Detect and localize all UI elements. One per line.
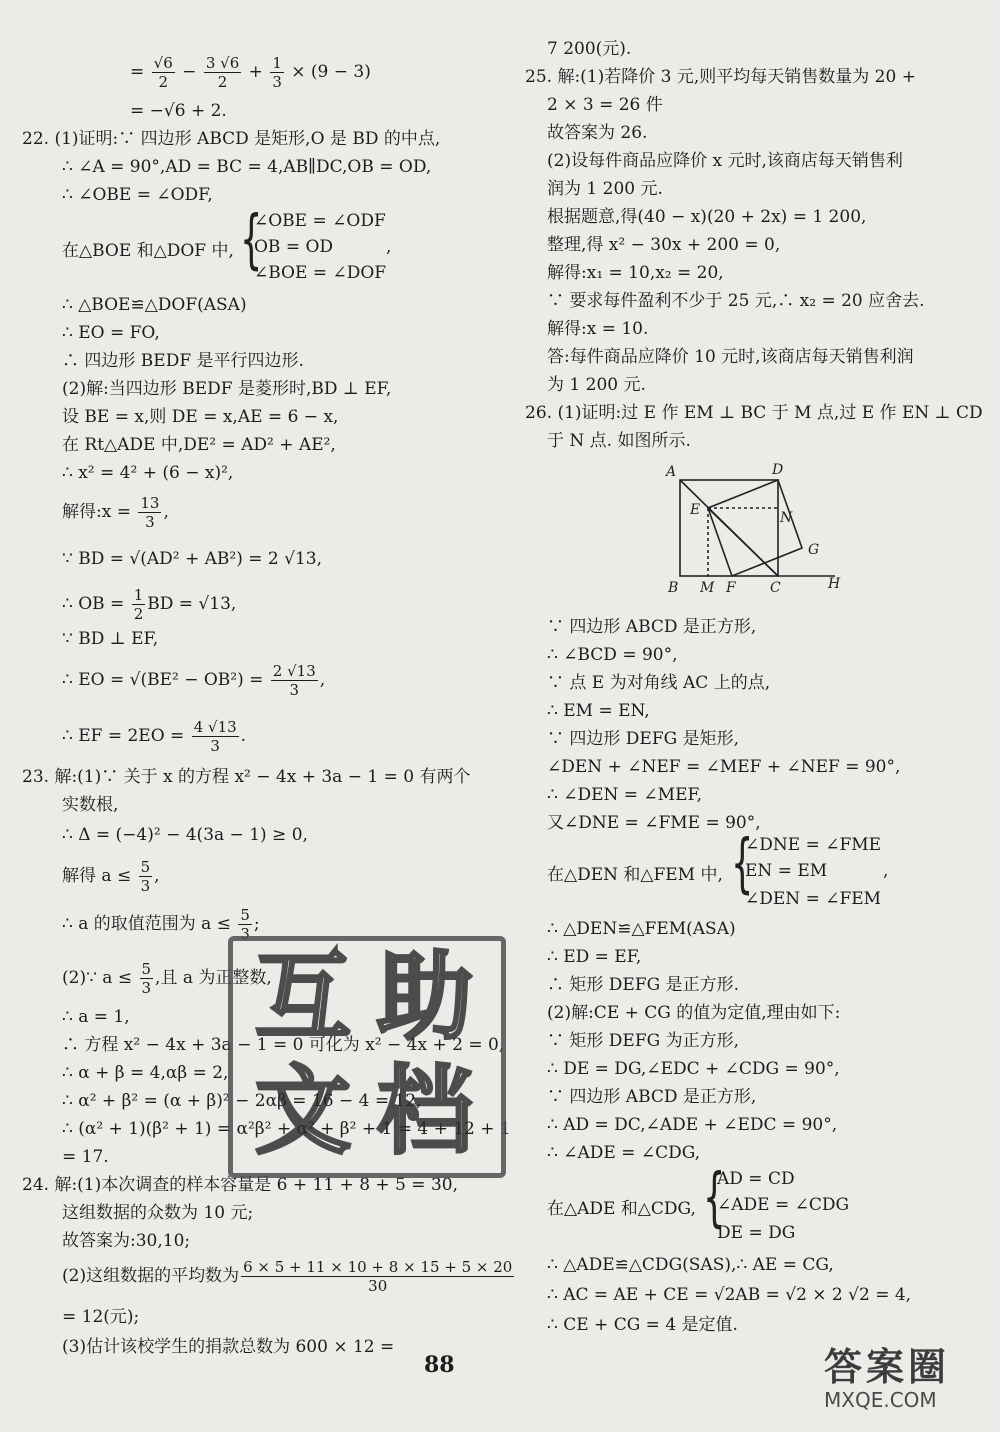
text-line: ∴ x² = 4² + (6 − x)², [62,463,234,483]
brace-icon: { [731,827,754,901]
eq-line-2: = −√6 + 2. [130,101,227,121]
text-line: ∴ ED = EF, [547,947,642,967]
label-m: M [700,580,715,596]
text-line: 于 N 点. 如图所示. [547,431,691,451]
text-line: ∠DEN + ∠NEF = ∠MEF + ∠NEF = 90°, [547,757,901,777]
text-line: 故答案为 26. [547,123,648,143]
text-line: ∵ 四边形 ABCD 是正方形, [547,617,757,637]
text-line: 设 BE = x,则 DE = x,AE = 6 − x, [62,407,339,427]
label-b: B [668,580,679,596]
equation-system-3: { AD = CD ∠ADE = ∠CDG DE = DG [703,1161,850,1243]
segment-ec [708,508,778,576]
eq-line: (2)这组数据的平均数为 $\frac{6 \times 5 + 11 \times 10 + 8 \times 15 + 5 \times 20}{30}$ [62,1258,513,1295]
text-line: 故答案为:30,10; [62,1231,191,1251]
text-line: ∵ 点 E 为对角线 AC 上的点, [547,673,771,693]
brace-icon: { [703,1161,726,1235]
text-line: 在△ADE 和△CDG, [547,1199,696,1219]
text-line: ∴ DE = DG,∠EDC + ∠CDG = 90°, [547,1059,840,1079]
text-line: ∴ α² + β² = (α + β)² − 2αβ = 16 − 4 = 12, [62,1091,422,1111]
text-line: 润为 1 200 元. [547,179,663,199]
eq-line: ∴ EF = 2EO = $\frac{4 √13}{3}$ . [62,718,247,755]
logo-url: MXQE.COM [824,1388,937,1412]
text-line: ∴ 方程 x² − 4x + 3a − 1 = 0 可化为 x² − 4x + 2 = 0, [62,1035,505,1055]
text-line: ∴ CE + CG = 4 是定值. [547,1315,738,1335]
label-g: G [808,542,820,558]
text-line: 解得:x₁ = 10,x₂ = 20, [547,263,724,283]
brace-icon: { [240,203,263,277]
text-line: (3)估计该校学生的捐款总数为 600 × 12 = [62,1337,395,1357]
text-line: ∴ 矩形 DEFG 是正方形. [547,975,740,995]
eq-line: 解得 a ≤ $\frac{5}{3}$ , [62,858,160,895]
stamp-char: 文 [255,1055,351,1167]
text-line: ∴ AD = DC,∠ADE + ∠EDC = 90°, [547,1115,838,1135]
equation-system-2: { ∠DNE = ∠FME EN = EM ∠DEN = ∠FEM , [731,827,889,909]
text-line: = 17. [62,1147,109,1167]
label-d: D [772,462,784,478]
q22-heading: 22. (1)证明:∵ 四边形 ABCD 是矩形,O 是 BD 的中点, [22,129,441,149]
page-number: 88 [424,1352,455,1378]
stamp-char: 助 [377,941,473,1053]
text-line: ∵ BD ⊥ EF, [62,629,159,649]
text-line: ∴ (α² + 1)(β² + 1) = α²β² + α² + β² + 1 = 4 + 12 + 1 [62,1119,511,1139]
q23-heading: 23. 解:(1)∵ 关于 x 的方程 x² − 4x + 3a − 1 = 0 有两个 [22,767,471,787]
text-line: ∴ ∠ADE = ∠CDG, [547,1143,701,1163]
text-line: ∵ 要求每件盈利不少于 25 元,∴ x₂ = 20 应舍去. [547,291,925,311]
watermark-stamp [228,936,506,1178]
label-f: F [726,580,736,596]
eq-line: ∴ a 的取值范围为 a ≤ $\frac{5}{3}$ ; [62,906,260,943]
stamp-char: 互 [255,941,351,1053]
text-line: ∴ a = 1, [62,1007,130,1027]
text-line: ∴ △BOE≌△DOF(ASA) [62,295,247,315]
text-line: 在 Rt△ADE 中,DE² = AD² + AE², [62,435,336,455]
label-h: H [828,576,841,592]
text-line: 又∠DNE = ∠FME = 90°, [547,813,761,833]
text-line: ∵ 矩形 DEFG 为正方形, [547,1031,740,1051]
equation-system-1: { ∠OBE = ∠ODF OB = OD ∠BOE = ∠DOF , [240,203,392,283]
label-a: A [666,464,677,480]
text-line: 解得:x = 10. [547,319,649,339]
eq-line-1: = $\frac{√6}{2}$ − $\frac{3 √6}{2}$ + $\frac{1}{3}$ × (9 − 3) [130,54,371,91]
text-line: ∴ △ADE≌△CDG(SAS),∴ AE = CG, [547,1255,834,1275]
text-line: 实数根, [62,795,119,815]
text-line: ∴ ∠A = 90°,AD = BC = 4,AB∥DC,OB = OD, [62,157,432,177]
text-line: (2)解:当四边形 BEDF 是菱形时,BD ⊥ EF, [62,379,392,399]
text-line: 整理,得 x² − 30x + 200 = 0, [547,235,781,255]
text-line: ∴ ∠OBE = ∠ODF, [62,185,213,205]
eq-line: ∴ OB = $\frac{1}{2}$ BD = √13, [62,586,237,623]
text-line: ∴ AC = AE + CE = √2AB = √2 × 2 √2 = 4, [547,1285,912,1305]
text-line: = 12(元); [62,1307,140,1327]
q24-heading: 24. 解:(1)本次调查的样本容量是 6 + 11 + 8 + 5 = 30, [22,1175,458,1195]
text-line: 2 × 3 = 26 件 [547,95,663,115]
text-line: 7 200(元). [547,39,632,59]
square-defg [708,480,802,576]
label-c: C [770,580,781,596]
logo-text: 答案圈 [824,1345,951,1389]
site-watermark-logo [818,1336,998,1430]
geometry-figure [660,458,850,598]
q26-heading: 26. (1)证明:过 E 作 EM ⊥ BC 于 M 点,过 E 作 EN ⊥ CD [525,403,983,423]
text-line: (2)解:CE + CG 的值为定值,理由如下: [547,1003,841,1023]
text-line: ∴ △DEN≌△FEM(ASA) [547,919,736,939]
eq-line: 解得:x = $\frac{13}{3}$ , [62,494,169,531]
text-line: 这组数据的众数为 10 元; [62,1203,254,1223]
text-line: ∴ 四边形 BEDF 是平行四边形. [62,351,304,371]
text-line: ∴ ∠DEN = ∠MEF, [547,785,703,805]
text-line: 根据题意,得(40 − x)(20 + 2x) = 1 200, [547,207,867,227]
text-line: 在△BOE 和△DOF 中, [62,241,234,261]
eq-line: ∴ EO = √(BE² − OB²) = $\frac{2 √13}{3}$ , [62,662,326,699]
text-line: ∵ BD = √(AD² + AB²) = 2 √13, [62,549,322,569]
q25-heading: 25. 解:(1)若降价 3 元,则平均每天销售数量为 20 + [525,67,916,87]
text-line: ∴ α + β = 4,αβ = 2, [62,1063,229,1083]
text-line: 为 1 200 元. [547,375,646,395]
text-line: (2)设每件商品应降价 x 元时,该商店每天销售利 [547,151,903,171]
label-n: N [780,510,793,526]
text-line: ∵ 四边形 ABCD 是正方形, [547,1087,757,1107]
text-line: ∴ ∠BCD = 90°, [547,645,678,665]
text-line: 答:每件商品应降价 10 元时,该商店每天销售利润 [547,347,914,367]
text-line: ∵ 四边形 DEFG 是矩形, [547,729,740,749]
eq-line: (2)∵ a ≤ $\frac{5}{3}$ ,且 a 为正整数, [62,960,272,997]
stamp-char: 档 [377,1055,473,1167]
text-line: ∴ EM = EN, [547,701,650,721]
label-e: E [690,502,701,518]
text-line: 在△DEN 和△FEM 中, [547,865,723,885]
text-line: ∴ EO = FO, [62,323,160,343]
text-line: ∴ Δ = (−4)² − 4(3a − 1) ≥ 0, [62,825,308,845]
